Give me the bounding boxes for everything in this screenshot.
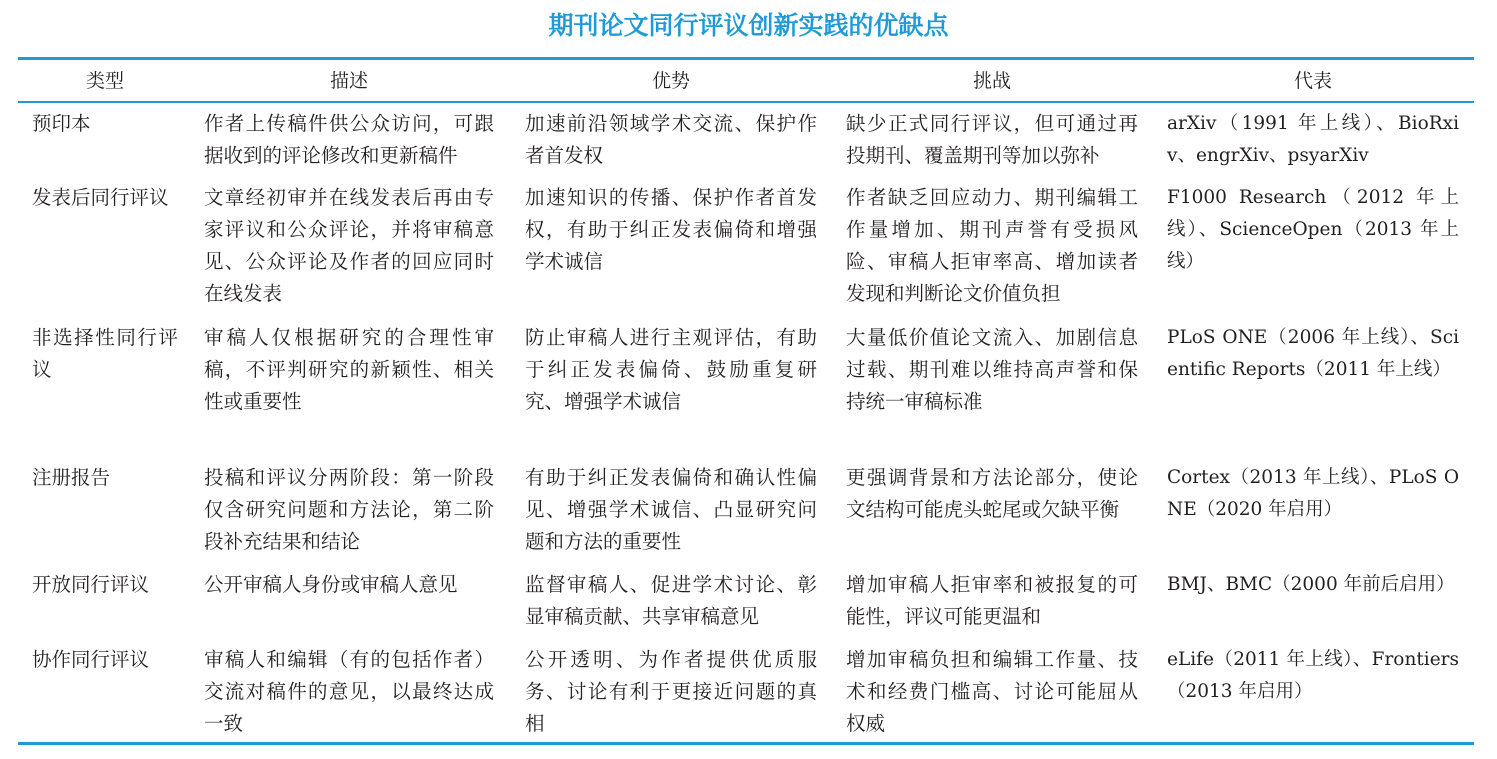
cell-description: 文章经初审并在线发表后再由专家评议和公众评论，并将审稿意见、公众评论及作者的回应同时在线发表	[204, 186, 494, 305]
cell-representatives: F1000 Research（2012 年上线）、ScienceOpen（2013 年上线）	[1167, 187, 1459, 272]
header-description: 描述	[329, 70, 368, 92]
cell-type: 协作同行评议	[32, 648, 150, 671]
cell-challenges: 作者缺乏回应动力、期刊编辑工作量增加、期刊声誉有受损风险、审稿人拒审率高、增加读者发现和判断论文价值负担	[846, 186, 1138, 305]
top-rule	[18, 57, 1474, 60]
cell-advantages: 加速知识的传播、保护作者首发权，有助于纠正发表偏倚和增强学术诚信	[525, 186, 817, 273]
cell-challenges: 增加审稿负担和编辑工作量、技术和经费门槛高、讨论可能屈从权威	[846, 648, 1138, 735]
cell-description: 审稿人和编辑（有的包括作者）交流对稿件的意见，以最终达成一致	[204, 648, 494, 735]
cell-representatives: arXiv（1991 年上线）、BioRxiv、engrXiv、psyarXiv	[1167, 113, 1459, 166]
cell-challenges: 大量低价值论文流入、加剧信息过载、期刊难以维持高声誉和保持统一审稿标准	[846, 326, 1138, 413]
cell-type: 开放同行评议	[32, 573, 150, 596]
cell-advantages: 有助于纠正发表偏倚和确认性偏见、增强学术诚信、凸显研究问题和方法的重要性	[525, 466, 817, 553]
bottom-rule	[18, 742, 1474, 745]
cell-representatives: PLoS ONE（2006 年上线）、Scientific Reports（2011 年上线）	[1167, 327, 1459, 380]
header-type: 类型	[85, 70, 124, 92]
cell-description: 投稿和评议分两阶段：第一阶段仅含研究问题和方法论，第二阶段补充结果和结论	[204, 466, 494, 553]
cell-type: 发表后同行评议	[32, 186, 169, 209]
cell-advantages: 监督审稿人、促进学术讨论、彰显审稿贡献、共享审稿意见	[525, 573, 817, 628]
header-challenges: 挑战	[972, 70, 1011, 92]
cell-challenges: 更强调背景和方法论部分，使论文结构可能虎头蛇尾或欠缺平衡	[846, 466, 1138, 521]
cell-type: 非选择性同行评议	[32, 326, 178, 381]
cell-description: 公开审稿人身份或审稿人意见	[204, 573, 458, 596]
cell-representatives: BMJ、BMC（2000 年前后启用）	[1167, 574, 1455, 595]
cell-challenges: 增加审稿人拒审率和被报复的可能性，评议可能更温和	[846, 573, 1138, 628]
header-representatives: 代表	[1293, 70, 1332, 92]
cell-description: 审稿人仅根据研究的合理性审稿，不评判研究的新颖性、相关性或重要性	[204, 326, 494, 413]
header-rule	[18, 101, 1474, 103]
table-title: 期刊论文同行评议创新实践的优缺点	[548, 11, 949, 40]
cell-advantages: 加速前沿领域学术交流、保护作者首发权	[525, 112, 817, 167]
table-header	[18, 62, 1474, 100]
cell-type: 预印本	[32, 112, 91, 135]
cell-representatives: eLife（2011 年上线）、Frontiers（2013 年启用）	[1167, 649, 1459, 702]
cell-advantages: 防止审稿人进行主观评估，有助于纠正发表偏倚、鼓励重复研究、增强学术诚信	[525, 326, 817, 413]
cell-advantages: 公开透明、为作者提供优质服务、讨论有利于更接近问题的真相	[525, 648, 817, 735]
cell-representatives: Cortex（2013 年上线）、PLoS ONE（2020 年启用）	[1167, 467, 1459, 520]
cell-description: 作者上传稿件供公众访问，可跟据收到的评论修改和更新稿件	[204, 112, 494, 167]
header-advantages: 优势	[651, 70, 690, 92]
cell-type: 注册报告	[32, 466, 111, 489]
cell-challenges: 缺少正式同行评议，但可通过再投期刊、覆盖期刊等加以弥补	[846, 112, 1138, 167]
